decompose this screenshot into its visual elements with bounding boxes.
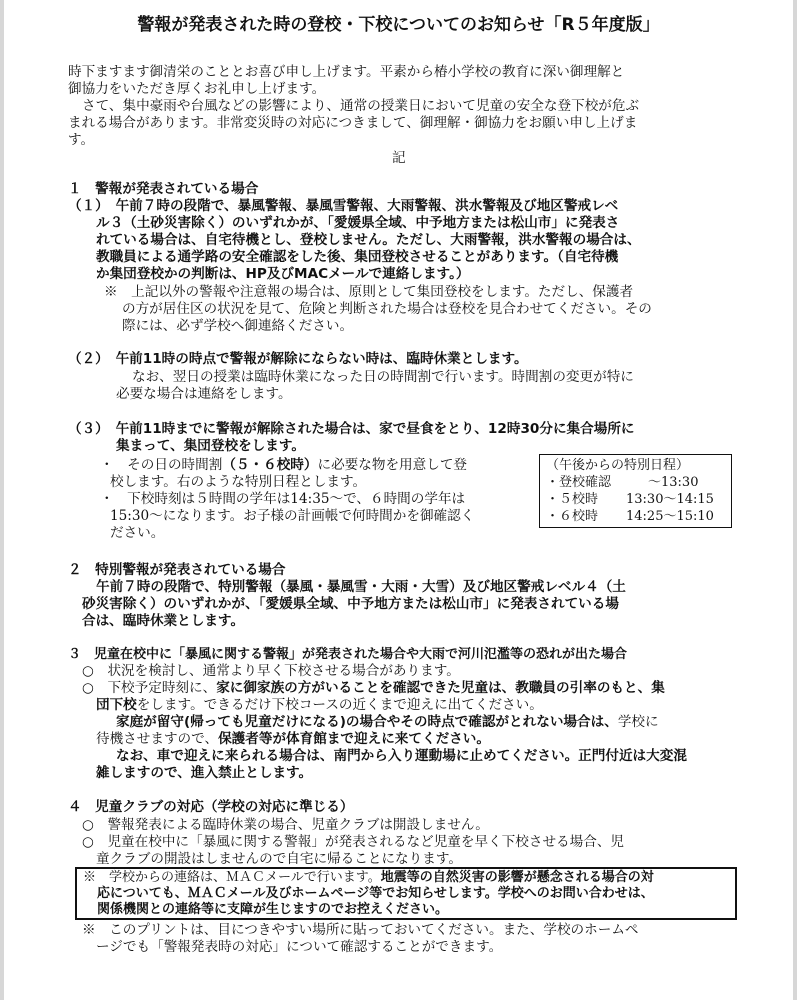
bullet-bold-text: （５・６校時） [222, 457, 318, 473]
section-4-heading: ４ 児童クラブの対応（学校の対応に準じる） [68, 799, 354, 815]
section-3-text: ○ 下校予定時刻に、 [82, 680, 217, 696]
section-1-bullet-2-cont: 15:30～になります。お子様の計画帳で何時間かを御確認く [110, 508, 475, 524]
notice-bold-text: 地震等の自然災害の影響が懸念される場合の対 [380, 870, 654, 885]
section-1-note-line: の方が居住区の状況を見て、危険と判断された場合は登校を見合わせてください。その [122, 301, 652, 317]
section-3-line [96, 697, 543, 714]
intro-line: 時下ますます御清栄のこととお喜び申し上げます。平素から椿小学校の教育に深い御理解と [68, 64, 625, 80]
section-1-paragraph-line: （１） 午前７時の段階で、暴風警報、暴風雪警報、大雨警報、洪水警報及び地区警戒レベ [68, 198, 619, 214]
notice-line: 応についても、ＭＡＣメール及びホームページ等でお知らせします。学校へのお問い合わせは、 [97, 886, 654, 901]
schedule-label: ・登校確認 [546, 475, 612, 490]
section-3-text: 学校に [617, 714, 659, 730]
section-3-bold-text: 保護者等が体育館まで迎えに来てください。 [218, 731, 490, 747]
section-1-paragraph-line: れている場合は、自宅待機とし、登校しません。ただし、大雨警報，洪水警報の場合は、 [96, 232, 641, 248]
section-1-item-3-heading: （３） 午前11時までに警報が解除された場合は、家で昼食をとり、12時30分に集合場所に [68, 421, 635, 437]
intro-line: さて、集中豪雨や台風などの影響により、通常の授業日において児童の安全な登下校が危ぶ [82, 98, 640, 114]
section-1-heading: １ 警報が発表されている場合 [68, 181, 259, 197]
section-3-text: をします。できるだけ下校コースの近くまで迎えに出てください。 [136, 697, 543, 713]
section-1-item-2-line: なお、翌日の授業は臨時休業になった日の時間割で行います。時間割の変更が特に [132, 369, 634, 385]
notice-text: ※ 学校からの連絡は、ＭＡＣメールで行います。 [83, 870, 381, 885]
section-1-bullet-2-cont: ださい。 [110, 525, 165, 541]
section-1-paragraph-line: 教職員による通学路の安全確認をした後、集団登校させることがあります。（自宅待機 [96, 249, 619, 265]
section-1-bullet-1 [100, 457, 467, 474]
schedule-label: ・６校時 [546, 509, 599, 524]
section-2-line: 合は、臨時休業とします。 [82, 613, 245, 629]
section-3-heading: ３ 児童在校中に「暴風に関する警報」が発表された場合や大雨で河川氾濫等の恐れが出た場合 [68, 647, 628, 662]
section-1-paragraph-line: か集団登校かの判断は、HP及びMACメールで連絡します。） [96, 266, 470, 282]
schedule-time: ～13:30 [648, 475, 699, 490]
intro-line: 御協力をいただき厚くお礼申し上げます。 [68, 81, 326, 97]
section-1-note-line: ※ 上記以外の警報や注意報の場合は、原則として集団登校をします。ただし、保護者 [104, 284, 634, 300]
schedule-time: 14:25～15:10 [626, 509, 714, 524]
section-1-item-3-heading: 集まって、集団登校をします。 [116, 438, 305, 454]
special-schedule-box [539, 454, 732, 528]
section-2-line: 砂災害除く）のいずれかが、「愛媛県全域、中予地方または松山市」に発表されている場 [82, 596, 619, 612]
notice-line [83, 869, 654, 886]
section-4-line: ○ 児童在校中に「暴風に関する警報」が発表されるなど児童を早く下校させる場合、児 [82, 834, 625, 850]
notice-line: 関係機関との連絡等に支障が生じますのでお控えください。 [97, 902, 449, 917]
section-3-line: 雑しますので、進入禁止とします。 [96, 765, 313, 781]
section-4-line: ○ 警報発表による臨時休業の場合、児童クラブは開設しません。 [82, 817, 489, 833]
schedule-label: ・５校時 [546, 492, 599, 507]
section-1-item-2-line: 必要な場合は連絡をします。 [116, 386, 292, 402]
section-3-bold-text: 団下校 [96, 697, 137, 713]
document-page [4, 0, 793, 1000]
bullet-text: に必要な物を用意して登 [317, 457, 468, 473]
footer-line: ージでも「警報発表時の対応」について確認することができます。 [96, 939, 503, 955]
section-2-line: 午前７時の段階で、特別警報（暴風・暴風雪・大雨・大雪）及び地区警戒レベル４（土 [96, 579, 626, 595]
ki-mark: 記 [392, 150, 406, 166]
section-3-line: ○ 状況を検討し、通常より早く下校させる場合があります。 [82, 663, 460, 679]
section-1-note-line: 際には、必ず学校へ御連絡ください。 [122, 318, 354, 334]
section-3-bold-text: 家に御家族の方がいることを確認できた児童は、教職員の引率のもと、集 [216, 680, 665, 696]
section-2-heading: ２ 特別警報が発表されている場合 [68, 562, 286, 578]
contact-notice-box [75, 867, 737, 920]
footer-line: ※ このプリントは、目につきやすい場所に貼っておいてください。また、学校のホームペ [82, 922, 639, 938]
section-4-line: 童クラブの開設はしませんので自宅に帰ることになります。 [96, 851, 462, 867]
section-3-line [96, 731, 490, 748]
bullet-text: ・ その日の時間割 [100, 457, 223, 473]
section-3-text: 待機させますので、 [96, 731, 219, 747]
intro-line: まれる場合があります。非常変災時の対応につきまして、御理解・御協力をお願い申し上げま [68, 115, 638, 131]
section-3-line: なお、車で迎えに来られる場合は、南門から入り運動場に止めてください。正門付近は大変混 [116, 748, 687, 764]
section-1-item-2-heading: （２） 午前11時の時点で警報が解除にならない時は、臨時休業とします。 [68, 351, 528, 367]
intro-line: す。 [68, 132, 95, 148]
schedule-time: 13:30～14:15 [626, 492, 714, 507]
section-3-line [116, 714, 659, 731]
section-1-bullet-2: ・ 下校時刻は５時間の学年は14:35～で、６時間の学年は [100, 491, 466, 507]
section-1-bullet-1-cont: 校します。右のような特別日程とします。 [110, 474, 367, 490]
section-1-paragraph-line: ル３（土砂災害除く）のいずれかが、「愛媛県全域、中予地方または松山市」に発表さ [96, 215, 620, 231]
section-3-bold-text: 家庭が留守(帰っても児童だけになる)の場合やその時点で確認がとれない場合は、 [116, 714, 618, 730]
schedule-title: （午後からの特別日程） [546, 458, 690, 473]
section-3-line [82, 680, 665, 697]
document-title: 警報が発表された時の登校・下校についてのお知らせ「R５年度版」 [137, 15, 660, 35]
